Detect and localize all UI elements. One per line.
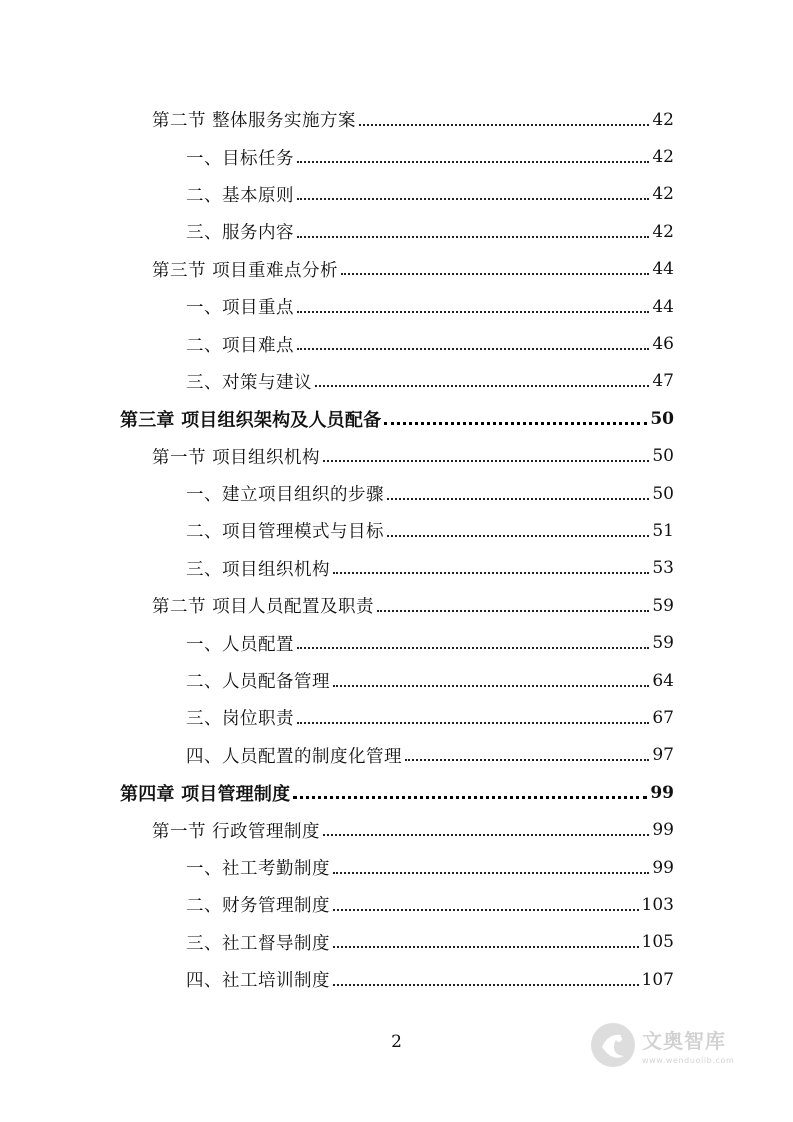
toc-dot-leader bbox=[333, 572, 649, 574]
toc-page-number: 47 bbox=[652, 371, 674, 392]
toc-dot-leader bbox=[377, 610, 649, 612]
toc-entry-section[interactable] bbox=[0, 438, 793, 475]
page-number: 2 bbox=[391, 1032, 402, 1052]
toc-entry-item[interactable] bbox=[0, 924, 793, 961]
toc-dot-leader bbox=[387, 498, 649, 500]
toc-dot-leader bbox=[297, 647, 649, 649]
toc-entry-title: 三、服务内容 bbox=[186, 223, 294, 244]
toc-entry-item[interactable] bbox=[0, 213, 793, 250]
toc-entry-title: 第三章 项目组织架构及人员配备 bbox=[120, 409, 382, 431]
watermark-name: 文奥智库 bbox=[642, 1029, 726, 1053]
toc-dot-leader bbox=[297, 161, 649, 163]
toc-page-number: 105 bbox=[641, 932, 674, 953]
toc-dot-leader bbox=[323, 460, 649, 462]
toc-entry-section[interactable] bbox=[0, 587, 793, 624]
toc-dot-leader bbox=[297, 236, 649, 238]
toc-entry-title: 一、人员配置 bbox=[186, 634, 294, 655]
toc-entry-section[interactable] bbox=[0, 101, 793, 138]
toc-page-number: 50 bbox=[652, 446, 674, 467]
toc-entry-title: 二、项目管理模式与目标 bbox=[186, 522, 384, 543]
toc-dot-leader bbox=[297, 198, 649, 200]
toc-entry-item[interactable] bbox=[0, 624, 793, 661]
toc-page-number: 51 bbox=[652, 520, 674, 541]
toc-entry-title: 第二节 整体服务实施方案 bbox=[152, 111, 357, 132]
toc-entry-title: 二、财务管理制度 bbox=[186, 896, 330, 917]
toc-dot-leader bbox=[315, 385, 649, 387]
toc-page-number: 67 bbox=[652, 707, 674, 728]
toc-entry-item[interactable] bbox=[0, 961, 793, 998]
toc-entry-item[interactable] bbox=[0, 662, 793, 699]
toc-page-number: 42 bbox=[652, 147, 674, 168]
toc-entry-title: 二、基本原则 bbox=[186, 185, 294, 206]
toc-entry-title: 一、项目重点 bbox=[186, 298, 294, 319]
toc-dot-leader bbox=[333, 984, 639, 986]
table-of-contents bbox=[0, 101, 793, 998]
toc-page-number: 42 bbox=[652, 109, 674, 130]
toc-dot-leader bbox=[293, 796, 647, 799]
toc-entry-title: 四、社工培训制度 bbox=[186, 971, 330, 992]
toc-entry-item[interactable] bbox=[0, 176, 793, 213]
toc-dot-leader bbox=[333, 909, 639, 911]
toc-entry-item[interactable] bbox=[0, 475, 793, 512]
toc-page-number: 42 bbox=[652, 184, 674, 205]
toc-dot-leader bbox=[297, 348, 649, 350]
toc-page-number: 99 bbox=[652, 820, 674, 841]
toc-page-number: 46 bbox=[652, 334, 674, 355]
wenduo-logo-icon bbox=[588, 1020, 638, 1070]
toc-page-number: 59 bbox=[652, 595, 674, 616]
toc-page-number: 53 bbox=[652, 558, 674, 579]
toc-dot-leader bbox=[384, 422, 647, 425]
toc-entry-item[interactable] bbox=[0, 886, 793, 923]
toc-entry-title: 三、项目组织机构 bbox=[186, 559, 330, 580]
toc-dot-leader bbox=[333, 946, 639, 948]
toc-entry-title: 三、岗位职责 bbox=[186, 709, 294, 730]
toc-entry-title: 二、人员配备管理 bbox=[186, 672, 330, 693]
toc-entry-chapter[interactable] bbox=[0, 400, 793, 437]
toc-entry-title: 第三节 项目重难点分析 bbox=[152, 260, 339, 281]
toc-dot-leader bbox=[297, 722, 649, 724]
toc-page-number: 50 bbox=[650, 408, 674, 429]
toc-entry-item[interactable] bbox=[0, 550, 793, 587]
toc-dot-leader bbox=[297, 311, 649, 313]
toc-page-number: 99 bbox=[650, 782, 674, 803]
toc-page-number: 44 bbox=[652, 259, 674, 280]
toc-entry-title: 三、社工督导制度 bbox=[186, 933, 330, 954]
watermark bbox=[588, 1020, 734, 1070]
toc-entry-chapter[interactable] bbox=[0, 774, 793, 811]
watermark-url: www.wenduolib.com bbox=[642, 1056, 735, 1065]
toc-page-number: 42 bbox=[652, 221, 674, 242]
toc-entry-title: 一、建立项目组织的步骤 bbox=[186, 485, 384, 506]
toc-entry-title: 三、对策与建议 bbox=[186, 372, 312, 393]
toc-entry-title: 第一节 项目组织机构 bbox=[152, 447, 321, 468]
toc-page-number: 50 bbox=[652, 483, 674, 504]
toc-entry-title: 一、社工考勤制度 bbox=[186, 859, 330, 879]
toc-entry-title: 一、目标任务 bbox=[186, 148, 294, 169]
toc-entry-title: 第二节 项目人员配置及职责 bbox=[152, 597, 375, 618]
toc-entry-item[interactable] bbox=[0, 138, 793, 175]
toc-entry-item[interactable] bbox=[0, 512, 793, 549]
toc-entry-section[interactable] bbox=[0, 251, 793, 288]
toc-dot-leader bbox=[405, 759, 649, 761]
toc-dot-leader bbox=[387, 535, 649, 537]
toc-entry-title: 第四章 项目管理制度 bbox=[120, 783, 291, 805]
toc-dot-leader bbox=[341, 273, 649, 275]
toc-page-number: 59 bbox=[652, 633, 674, 654]
toc-dot-leader bbox=[333, 872, 649, 874]
toc-page-number: 44 bbox=[652, 296, 674, 317]
toc-page-number: 64 bbox=[652, 670, 674, 691]
toc-entry-item[interactable] bbox=[0, 699, 793, 736]
toc-entry-item[interactable] bbox=[0, 737, 793, 774]
toc-entry-title: 二、项目难点 bbox=[186, 335, 294, 356]
toc-entry-title: 第一节 行政管理制度 bbox=[152, 821, 321, 842]
toc-page-number: 103 bbox=[641, 894, 674, 915]
toc-entry-item[interactable] bbox=[0, 849, 793, 886]
toc-page-number: 107 bbox=[641, 969, 674, 990]
toc-page-number: 99 bbox=[652, 857, 674, 878]
toc-dot-leader bbox=[323, 834, 649, 836]
toc-dot-leader bbox=[359, 124, 649, 126]
toc-entry-item[interactable] bbox=[0, 288, 793, 325]
toc-entry-section[interactable] bbox=[0, 811, 793, 848]
toc-dot-leader bbox=[333, 685, 649, 687]
toc-page-number: 97 bbox=[652, 745, 674, 766]
toc-entry-item[interactable] bbox=[0, 363, 793, 400]
toc-entry-item[interactable] bbox=[0, 325, 793, 362]
toc-entry-title: 四、人员配置的制度化管理 bbox=[186, 746, 402, 767]
